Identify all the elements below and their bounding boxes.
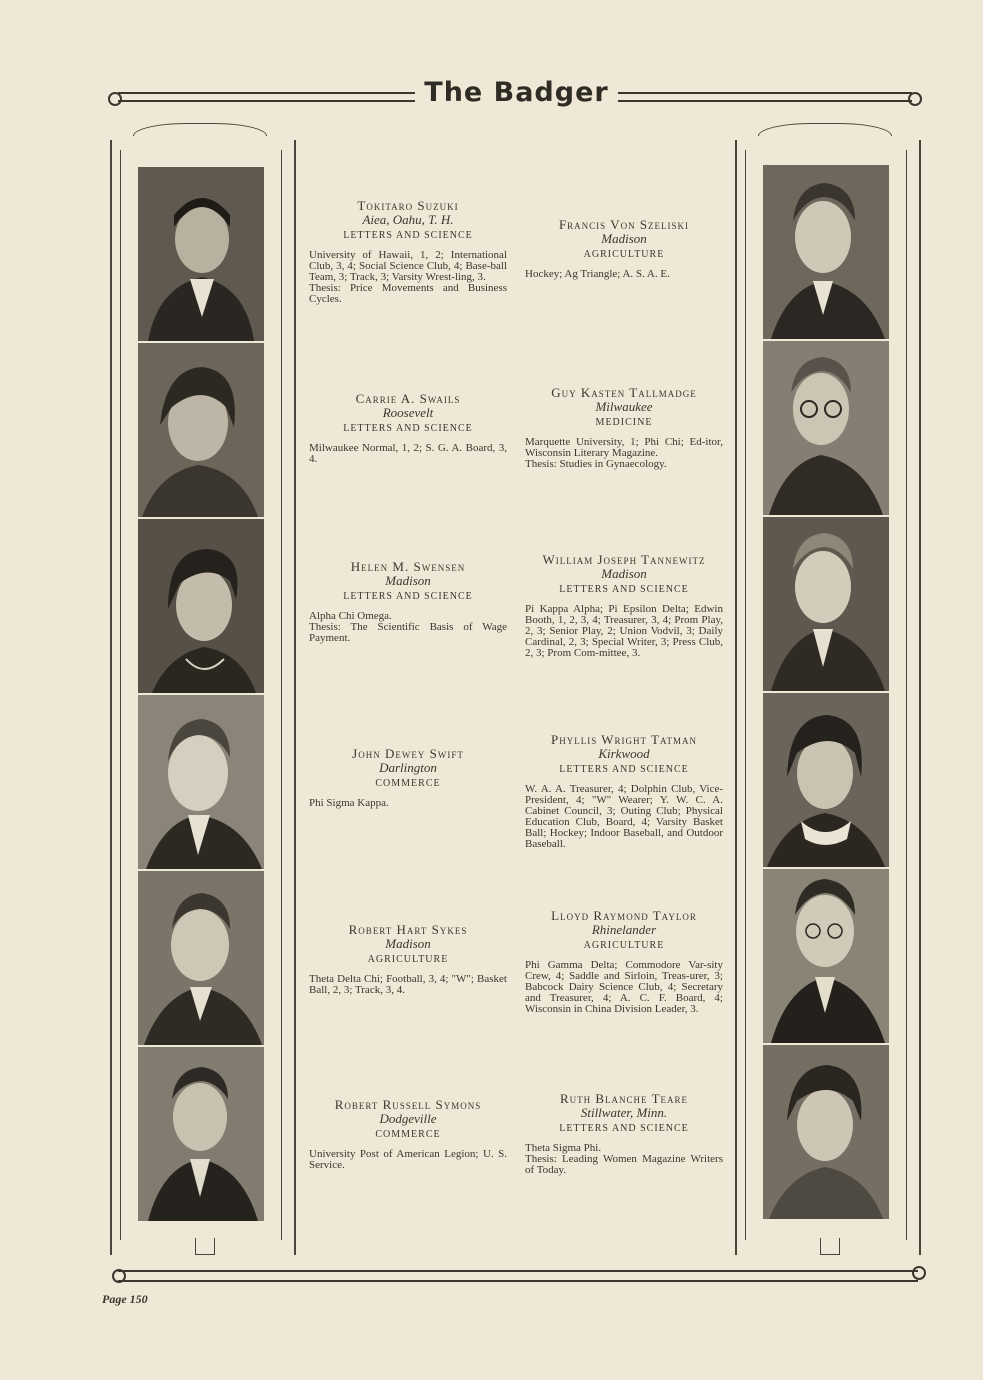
student-name: Robert Russell Symons — [334, 1097, 482, 1112]
student-thesis: Thesis: The Scientific Basis of Wage Payment. — [309, 621, 507, 644]
student-hometown: Rhinelander — [591, 922, 657, 937]
student-name: Lloyd Raymond Taylor — [551, 908, 697, 923]
student-college: LETTERS AND SCIENCE — [559, 764, 689, 775]
footer-rule — [118, 1270, 918, 1282]
student-entry — [309, 748, 507, 809]
student-hometown: Roosevelt — [382, 405, 434, 420]
student-activities: W. A. A. Treasurer, 4; Dolphin Club, Vice-President, 4; "W" Wearer; Y. W. C. A. Cabinet Council, 3; Outing Club; Physical Education Club, Board, 4; Varsity Basket Ball; Hockey; Indoor Baseball, and Outdoor Baseball. — [525, 783, 723, 850]
portrait-photo — [763, 165, 889, 339]
student-hometown: Madison — [385, 936, 431, 951]
student-college: COMMERCE — [375, 778, 441, 789]
student-college: LETTERS AND SCIENCE — [343, 230, 473, 241]
student-name: Robert Hart Sykes — [348, 922, 468, 937]
student-entry — [309, 561, 507, 644]
student-activities: University Post of American Legion; U. S. Service. — [309, 1148, 507, 1171]
student-activities: Milwaukee Normal, 1, 2; S. G. A. Board, 3, 4. — [309, 442, 507, 465]
student-entry — [525, 554, 723, 659]
student-activities: Phi Gamma Delta; Commodore Var-sity Crew, 4; Saddle and Sirloin, Treas-urer, 3; Babcock Dairy Science Club, 4; Secretary and Treasurer, 4; A. C. F. Board, 4; Wisconsin in China Division Leader, 3. — [525, 959, 723, 1015]
student-thesis: Thesis: Price Movements and Business Cycles. — [309, 282, 507, 305]
student-hometown: Dodgeville — [379, 1111, 437, 1126]
student-entry — [309, 924, 507, 996]
student-activities: Alpha Chi Omega. — [309, 610, 392, 622]
student-name: Phyllis Wright Tatman — [551, 732, 697, 747]
student-entry — [309, 393, 507, 465]
student-activities: Phi Sigma Kappa. — [309, 797, 389, 809]
frame-foot-ornament — [820, 1238, 840, 1255]
student-college: AGRICULTURE — [583, 940, 665, 951]
student-activities: Pi Kappa Alpha; Pi Epsilon Delta; Edwin Booth, 1, 2, 3, 4; Treasurer, 3, 4; Prom Play, 2, 3; Senior Play, 2; Union Vodvil, 3; Daily Cardinal, 2, 3; Special Writer, 3; Press Club, 2, 3; Prom Com-mittee, 3. — [525, 603, 723, 659]
portrait-photo — [763, 1045, 889, 1219]
portrait-photo — [138, 519, 264, 693]
photo-column-left — [138, 167, 264, 1223]
frame-cap-ornament — [133, 123, 267, 136]
student-hometown: Aiea, Oahu, T. H. — [362, 212, 454, 227]
photo-column-right — [763, 165, 889, 1221]
rule-scroll-ornament — [908, 92, 922, 106]
student-college: AGRICULTURE — [583, 249, 665, 260]
student-activities: Marquette University, 1; Phi Chi; Ed-itor, Wisconsin Literary Magazine. — [525, 436, 723, 459]
student-college: COMMERCE — [375, 1129, 441, 1140]
student-entry — [525, 734, 723, 850]
student-entry — [525, 910, 723, 1015]
student-name: William Joseph Tannewitz — [542, 552, 706, 567]
portrait-photo — [138, 871, 264, 1045]
student-activities: Hockey; Ag Triangle; A. S. A. E. — [525, 268, 670, 280]
portrait-photo — [763, 693, 889, 867]
portrait-photo — [138, 167, 264, 341]
student-entry — [309, 1099, 507, 1171]
student-college: AGRICULTURE — [367, 954, 449, 965]
student-activities: Theta Sigma Phi. — [525, 1142, 602, 1154]
student-name: Tokitaro Suzuki — [357, 198, 459, 213]
student-thesis: Thesis: Leading Women Magazine Writers of Today. — [525, 1153, 723, 1176]
student-college: LETTERS AND SCIENCE — [559, 584, 689, 595]
student-college: LETTERS AND SCIENCE — [559, 1123, 689, 1134]
student-name: Carrie A. Swails — [355, 391, 461, 406]
student-hometown: Madison — [385, 573, 431, 588]
student-hometown: Madison — [601, 566, 647, 581]
student-name: Francis Von Szeliski — [558, 217, 690, 232]
student-name: Ruth Blanche Teare — [559, 1091, 689, 1106]
header-rule-left — [118, 92, 415, 102]
portrait-photo — [138, 343, 264, 517]
student-entry — [525, 387, 723, 470]
portrait-photo — [138, 1047, 264, 1221]
student-hometown: Madison — [601, 231, 647, 246]
page-number: Page 150 — [102, 1292, 148, 1306]
student-entry — [309, 200, 507, 305]
student-name: Guy Kasten Tallmadge — [551, 385, 697, 400]
student-name: Helen M. Swensen — [350, 559, 466, 574]
portrait-photo — [763, 869, 889, 1043]
frame-cap-ornament — [758, 123, 892, 136]
student-hometown: Kirkwood — [598, 746, 650, 761]
student-thesis: Thesis: Studies in Gynaecology. — [525, 458, 667, 470]
student-activities: Theta Delta Chi; Football, 3, 4; "W"; Basket Ball, 2, 3; Track, 3, 4. — [309, 973, 507, 996]
student-college: LETTERS AND SCIENCE — [343, 423, 473, 434]
student-hometown: Stillwater, Minn. — [580, 1105, 668, 1120]
portrait-photo — [763, 341, 889, 515]
student-activities: University of Hawaii, 1, 2; International Club, 3, 4; Social Science Club, 4; Base-ball Team, 3; Track, 3; Varsity Wrest-ling, 3. — [309, 249, 507, 283]
student-entry — [525, 219, 723, 280]
student-college: MEDICINE — [595, 417, 653, 428]
portrait-photo — [763, 517, 889, 691]
page-title: The Badger — [424, 77, 609, 108]
student-college: LETTERS AND SCIENCE — [343, 591, 473, 602]
header-rule-right — [618, 92, 912, 102]
frame-foot-ornament — [195, 1238, 215, 1255]
student-hometown: Milwaukee — [595, 399, 653, 414]
student-name: John Dewey Swift — [352, 746, 464, 761]
student-entry — [525, 1093, 723, 1176]
student-hometown: Darlington — [379, 760, 437, 775]
rule-scroll-ornament — [912, 1266, 926, 1280]
portrait-photo — [138, 695, 264, 869]
